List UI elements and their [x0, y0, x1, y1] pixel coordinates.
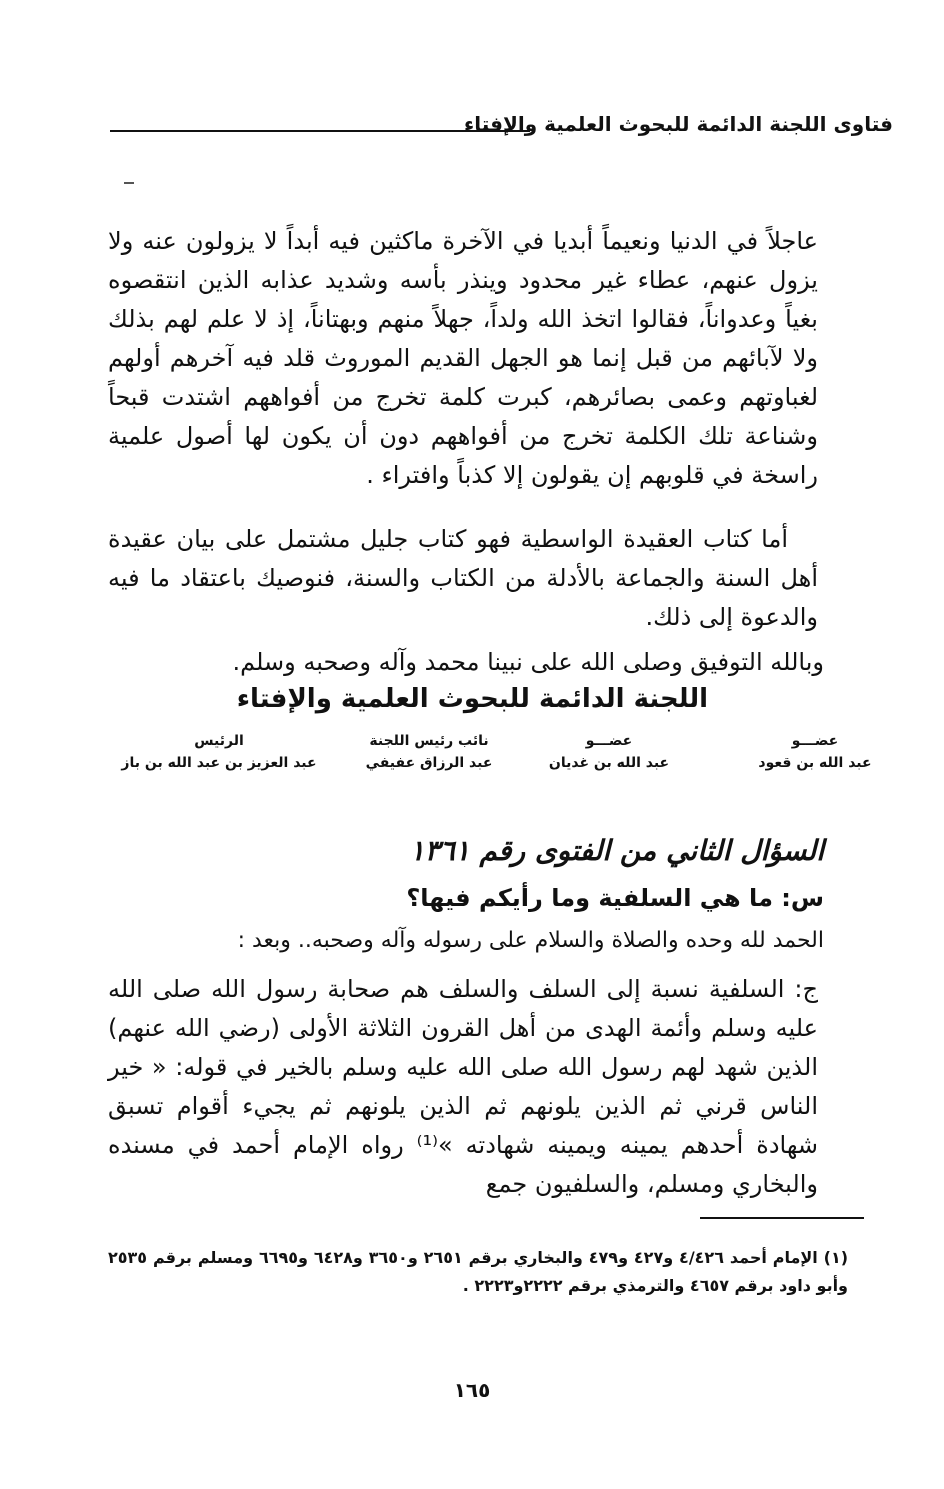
signature-block	[334, 730, 524, 774]
signature-name: عبد الله بن قعود	[758, 755, 872, 771]
signature-name: عبد العزيز بن عبد الله بن باز	[121, 755, 317, 771]
print-speck	[124, 182, 134, 184]
fatwa-heading: السؤال الثاني من الفتوى رقم ١٣٦١	[409, 834, 824, 867]
signature-name: عبد الرزاق عفيفي	[365, 755, 493, 771]
body-paragraph-2-text: أما كتاب العقيدة الواسطية فهو كتاب جليل مشتمل على بيان عقيدة أهل السنة والجماعة بالأدلة من الكتاب والسنة، فنوصيك باعتقاد ما فيه والدعوة إلى ذلك.	[108, 525, 818, 631]
footnote: (١) الإمام أحمد ٤/٤٢٦ و٤٢٧ و٤٧٩ والبخاري برقم ٢٦٥١ و٣٦٥٠ و٦٤٢٨ و٦٦٩٥ ومسلم برقم ٢٥٣٥ وأبو داود برقم ٤٦٥٧ والترمذي برقم ٢٢٢٢و٢٢٢٣ .	[108, 1248, 849, 1295]
signature-role: عضـــو	[791, 733, 839, 749]
signature-block	[514, 730, 704, 774]
fatwa-question: س: ما هي السلفية وما رأيكم فيها؟	[406, 884, 824, 912]
closing-line: وبالله التوفيق وصلى الله على نبينا محمد وآله وصحبه وسلم.	[232, 648, 824, 676]
footnote-rule	[700, 1217, 864, 1219]
signature-name: عبد الله بن غديان	[548, 755, 670, 771]
fatwa-praise: الحمد لله وحده والصلاة والسلام على رسوله وآله وصحبه.. وبعد :	[237, 928, 824, 953]
fatwa-answer: ج: السلفية نسبة إلى السلف والسلف هم صحابة رسول الله صلى الله عليه وسلم وأئمة الهدى من أهل القرون الثلاثة الأولى (رضي الله عنهم) الذين شهد لهم رسول الله صلى الله عليه وسلم بالخير في قوله: « خير الناس قرني ثم الذين يلونهم ثم الذين يلونهم ثم يجيء أقوام تسبق شهادة أحدهم يمينه ويمينه شهادته »⁽¹⁾ رواه الإمام أحمد في مسنده والبخاري ومسلم، والسلفيون جمع	[108, 975, 818, 1198]
body-paragraph-1: عاجلاً في الدنيا ونعيماً أبديا في الآخرة ماكثين فيه أبداً لا يزولون عنه ولا يزول عنهم، عطاء غير محدود وينذر بأسه وشديد عذابه الذين انتقصوه بغياً وعدواناً، فقالوا اتخذ الله ولداً، جهلاً منهم وبهتاناً، إذ لا علم لهم بذلك ولا لآبائهم من قبل إنما هو الجهل القديم الموروث قلد فيه آخرهم أولهم لغباوتهم وعمى بصائرهم، كبرت كلمة تخرج من أفواههم اشتدت قبحاً وشناعة تلك الكلمة تخرج من أفواههم دون أن يكون لها أصول علمية راسخة في قلوبهم إن يقولون إلا كذباً وافتراء .	[108, 227, 818, 489]
signature-role: عضـــو	[585, 733, 633, 749]
signature-block	[114, 730, 324, 774]
committee-name: اللجنة الدائمة للبحوث العلمية والإفتاء	[236, 684, 708, 714]
header-rule	[110, 130, 530, 132]
body-paragraph-2	[108, 520, 818, 640]
running-header-title: فتاوى اللجنة الدائمة للبحوث العلمية والإفتاء	[464, 112, 893, 136]
page-number: ١٦٥	[453, 1378, 491, 1402]
signature-role: نائب رئيس اللجنة	[369, 733, 489, 749]
signature-role: الرئيس	[194, 733, 244, 749]
signature-block	[720, 730, 910, 774]
